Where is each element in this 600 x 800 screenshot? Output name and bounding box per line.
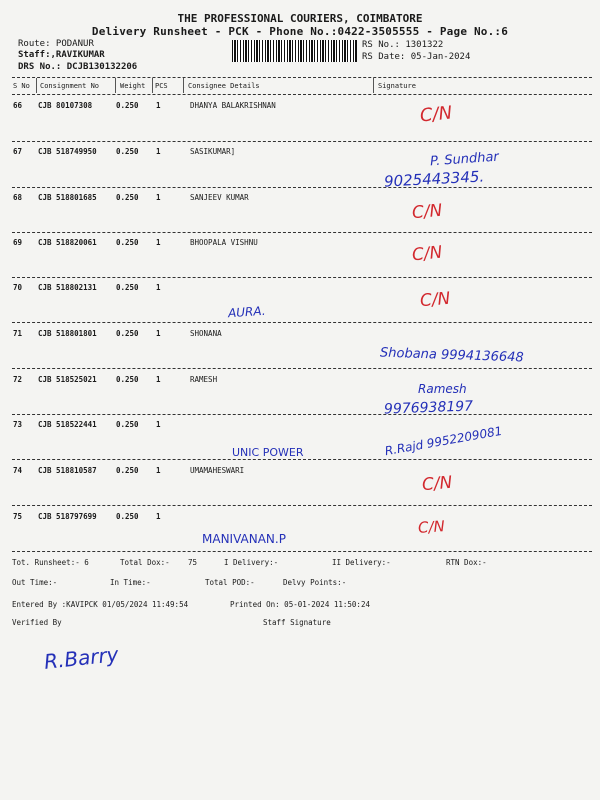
- row-divider: [12, 505, 592, 506]
- row-divider: [12, 368, 592, 369]
- row-consignee: BHOOPALA VISHNU: [190, 238, 258, 247]
- row-sno: 71: [13, 329, 23, 338]
- rs-number: RS No.: 1301322: [362, 40, 444, 50]
- row-divider: [12, 232, 592, 233]
- row-weight: 0.250: [116, 512, 139, 521]
- col-consignee: Consignee Details: [188, 82, 260, 90]
- row-weight: 0.250: [116, 283, 139, 292]
- row-consignment: CJB 518801685: [38, 193, 97, 202]
- col-divider: [373, 78, 374, 93]
- row-consignee: DHANYA BALAKRISHNAN: [190, 101, 276, 110]
- row-sno: 74: [13, 466, 23, 475]
- handwritten-phone-67: 9025443345.: [383, 167, 485, 191]
- col-consignment: Consignment No: [40, 82, 100, 90]
- table-bottom-divider: [12, 551, 592, 552]
- col-weight: Weight: [120, 82, 146, 90]
- col-divider: [152, 78, 153, 93]
- handwritten-cn-68: C/N: [411, 200, 444, 224]
- out-time: Out Time:-: [12, 578, 58, 587]
- row-sno: 73: [13, 420, 23, 429]
- row-weight: 0.250: [116, 466, 139, 475]
- row-weight: 0.250: [116, 147, 139, 156]
- row-pcs: 1: [156, 238, 161, 247]
- row-consignment: CJB 518802131: [38, 283, 97, 292]
- row-sno: 68: [13, 193, 23, 202]
- row-consignment: CJB 518522441: [38, 420, 97, 429]
- row-divider: [12, 459, 592, 460]
- rtn-dox: RTN Dox:-: [446, 558, 487, 567]
- row-pcs: 1: [156, 375, 161, 384]
- row-consignee: SASIKUMAR]: [190, 147, 236, 156]
- row-consignment: CJB 518525021: [38, 375, 97, 384]
- company-title: THE PROFESSIONAL COURIERS, COIMBATORE: [177, 12, 423, 25]
- drs-number: DRS No.: DCJB130132206: [18, 62, 138, 72]
- row-weight: 0.250: [116, 193, 139, 202]
- handwritten-sign-73: R.Rajd 9952209081: [383, 423, 504, 459]
- handwritten-sign-67: P. Sundhar: [429, 149, 500, 170]
- verified-by: Verified By: [12, 618, 62, 627]
- row-sno: 69: [13, 238, 23, 247]
- row-pcs: 1: [156, 466, 161, 475]
- runsheet-title: Delivery Runsheet - PCK - Phone No.:0422-3505555 - Page No.:6: [91, 25, 509, 38]
- row-weight: 0.250: [116, 375, 139, 384]
- row-sno: 72: [13, 375, 23, 384]
- handwritten-manivanan: MANIVANAN.P: [202, 532, 286, 546]
- rs-date: RS Date: 05-Jan-2024: [362, 52, 471, 62]
- in-time: In Time:-: [110, 578, 151, 587]
- col-divider: [183, 78, 184, 93]
- row-divider: [12, 141, 592, 142]
- total-pod: Total POD:-: [205, 578, 255, 587]
- row-consignee: SANJEEV KUMAR: [190, 193, 249, 202]
- row-weight: 0.250: [116, 420, 139, 429]
- handwritten-cn-66: C/N: [418, 102, 454, 127]
- staff-signature: Staff Signature: [263, 618, 331, 627]
- row-pcs: 1: [156, 283, 161, 292]
- row-divider: [12, 187, 592, 188]
- tot-runsheet: Tot. Runsheet:- 6: [12, 558, 89, 567]
- row-pcs: 1: [156, 193, 161, 202]
- handwritten-unic-power: UNIC POWER: [232, 446, 304, 459]
- handwritten-cn-74: C/N: [421, 472, 454, 496]
- delvy-points: Delvy Points:-: [283, 578, 347, 587]
- row-consignee: UMAMAHESWARI: [190, 466, 245, 475]
- handwritten-aura: AURA.: [227, 303, 267, 321]
- total-dox-label: Total Dox:-: [120, 558, 170, 567]
- handwritten-cn-69: C/N: [411, 242, 444, 266]
- handwritten-sign-71: Shobana 9994136648: [379, 345, 524, 366]
- row-divider: [12, 322, 592, 323]
- col-pcs: PCS: [155, 82, 168, 90]
- col-sno: S No: [13, 82, 30, 90]
- row-consignment: CJB 518801801: [38, 329, 97, 338]
- row-sno: 70: [13, 283, 23, 292]
- row-pcs: 1: [156, 329, 161, 338]
- row-consignee: RAMESH: [190, 375, 218, 384]
- row-sno: 66: [13, 101, 23, 110]
- row-consignment: CJB 80107308: [38, 101, 93, 110]
- header-divider-bottom: [12, 94, 592, 95]
- row-sno: 67: [13, 147, 23, 156]
- col-divider: [36, 78, 37, 93]
- handwritten-sign-72: Ramesh: [418, 382, 467, 396]
- staff-label: Staff:,RAVIKUMAR: [18, 50, 105, 60]
- row-consignment: CJB 518797699: [38, 512, 97, 521]
- row-consignment: CJB 518820061: [38, 238, 97, 247]
- printed-on: Printed On: 05-01-2024 11:50:24: [230, 600, 370, 609]
- col-signature: Signature: [378, 82, 416, 90]
- header-divider-top: [12, 77, 592, 78]
- row-pcs: 1: [156, 512, 161, 521]
- ii-delivery: II Delivery:-: [332, 558, 391, 567]
- handwritten-phone-72: 9976938197: [383, 398, 474, 418]
- row-consignment: CJB 518749950: [38, 147, 97, 156]
- route-label: Route: PODANUR: [18, 39, 94, 49]
- row-weight: 0.250: [116, 101, 139, 110]
- row-pcs: 1: [156, 101, 161, 110]
- row-sno: 75: [13, 512, 23, 521]
- handwritten-cn-75: C/N: [417, 517, 446, 537]
- entered-by: Entered By :KAVIPCK 01/05/2024 11:49:54: [12, 600, 189, 609]
- i-delivery: I Delivery:-: [224, 558, 279, 567]
- row-pcs: 1: [156, 147, 161, 156]
- row-consignee: SHONANA: [190, 329, 222, 338]
- total-dox-value: 75: [188, 558, 198, 567]
- row-divider: [12, 414, 592, 415]
- row-divider: [12, 277, 592, 278]
- row-pcs: 1: [156, 420, 161, 429]
- handwritten-cn-70: C/N: [419, 288, 452, 312]
- barcode-image: [232, 40, 357, 62]
- verifier-signature: R.Barry: [42, 642, 120, 674]
- row-weight: 0.250: [116, 329, 139, 338]
- col-divider: [115, 78, 116, 93]
- row-weight: 0.250: [116, 238, 139, 247]
- row-consignment: CJB 518810587: [38, 466, 97, 475]
